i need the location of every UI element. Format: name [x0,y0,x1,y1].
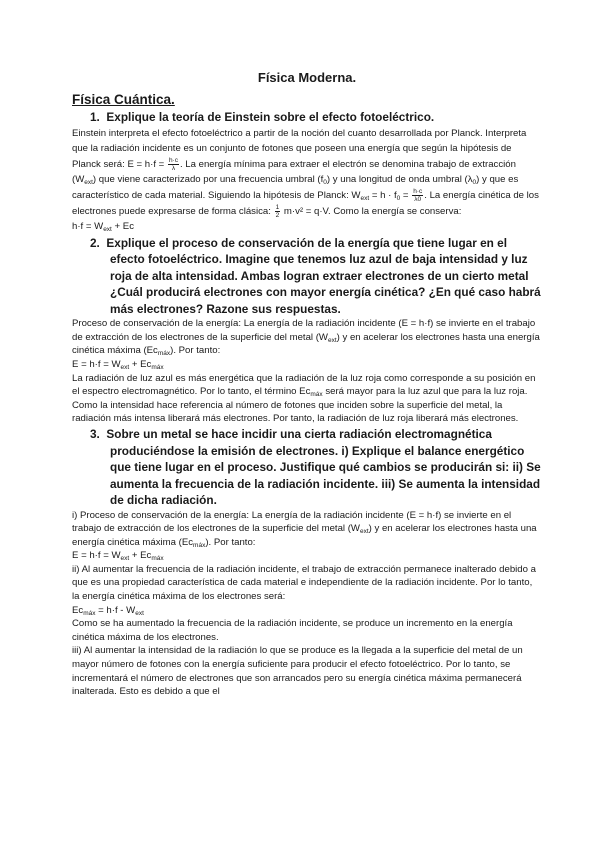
fraction-hc-over-lambda: $\frac{h\cdot c}{\lambda}$ [168,156,178,172]
question-3-text: Sobre un metal se hace incidir una cierta radiación electromagnética produciéndose la emisión de electrones. i) Explique el balance energético que tiene lugar en el proceso. Justifique qué cambios se producirán si: ii) Se aumenta la frecuencia de la radiación incidente. iii) Se aumenta la intensidad de dicha radiación. [106,427,541,507]
question-2-text: Explique el proceso de conservación de la energía que tiene lugar en el efecto fotoeléctrico. Imagine que tenemos luz azul de baja intensidad y luz roja de alta intensidad. Ambas logran extraer electrones de un cierto metal ¿Cuál producirá electrones con mayor energía cinética? ¿En qué caso habrá más electrones? Razone sus respuestas. [106,235,541,316]
question-1-number: 1. [90,110,100,124]
question-2-number: 2. [90,235,100,250]
question-3-number: 3. [90,427,100,441]
page-title: Física Moderna. [257,70,357,85]
section-heading: Física Cuántica. [72,92,175,107]
answer-1: Einstein interpreta el efecto fotoeléctrico a partir de la noción del cuanto desarrollada por Planck. Interpreta que la radiación incidente es un conjunto de fotones que poseen una energía que según la hipótesis de Planck será: E = h·f = $\frac{h\cdot c}{\lambda}$ . La energía mínima para extraer el electrón se denomina trabajo de extracción $(W_{ext})$ que viene caracterizado por una frecuencia umbral $(f_0)$ y una longitud de onda umbral $(\lambda_0)$ y que es característico de cada material. Siguiendo la hipótesis de Planck: $W_{ext} = h \cdot f_0$ = $\frac{h\cdot c}{\lambda 0}$ . La energía cinética de los electrones puede expresarse de forma clásica: $\frac{1}{2}$ m·v² = q·V. Como la energía se conserva: $h\cdot f = W_{ext} + Ec$ [72,127,539,234]
question-1-text: Explique la teoría de Einstein sobre el efecto fotoeléctrico. [106,110,435,124]
fraction-one-half: $\frac{1}{2}$ [275,203,280,219]
answer-2: Proceso de conservación de la energía: La energía de la radiación incidente (E = h·f) se invierte en el trabajo de extracción de los electrones de la superficie del metal $(W_{ext})$ y en acelerar los electrones hasta una energía cinética máxima $(Ec_{máx})$. Por tanto: $E = h\cdot f = W_{ext} + Ec_{máx}$ La radiación de luz azul es más energética que la radiación de la luz roja como corresponde a su posición en el espectro electromagnético. Por lo tanto, el término $Ec_{máx}$ será mayor para la luz azul que para la luz roja. Como la intensidad hace referencia al número de fotones que inciden sobre la superficie del metal, la radiación más intensa liberará más electrones. Por tanto, la radiación de luz roja liberará más electrones. [72,318,540,425]
equation-2: $E = h\cdot f = W_{ext} + Ec_{máx}$ [72,359,164,372]
fraction-hc-over-lambda0: $\frac{h\cdot c}{\lambda 0}$ [413,187,423,203]
answer-3: i) Proceso de conservación de la energía: La energía de la radiación incidente (E = h·f) se invierte en el trabajo de extracción de los electrones de la superficie del metal $(W_{ext})$ y en acelerar los electrones hasta una energía cinética máxima $(Ec_{máx})$. Por tanto: $E = h\cdot f = W_{ext} + Ec_{máx}$ ii) Al aumentar la frecuencia de la radiación incidente, el trabajo de extracción permanece inalterado debido a que es una propiedad característica de cada material e independiente de la radiación incidente. Por lo tanto, la energía cinética máxima de los electrones será: $Ec_{máx} = h\cdot f - W_{ext}$ Como se ha aumentado la frecuencia de la radiación incidente, se produce un incremento en la energía cinética máxima de los electrones. iii) Al aumentar la intensidad de la radiación lo que se produce es la llegada a la superficie del metal de un mayor número de fotones con la energía suficiente para producir el efecto fotoeléctrico. Por lo tanto, se incrementará el número de electrones que son arrancados pero su energía cinética máxima permanecerá inalterada. Esto es debido a que el [72,509,537,698]
question-3 [72,426,542,509]
equation-4: $Ec_{máx} = h\cdot f - W_{ext}$ [72,604,144,617]
question-1 [72,109,542,126]
document-page [72,70,542,699]
question-2 [72,235,542,318]
equation-3: $E = h\cdot f = W_{ext} + Ec_{máx}$ [72,550,164,563]
equation-1: $h\cdot f = W_{ext} + Ec$ [72,221,134,234]
